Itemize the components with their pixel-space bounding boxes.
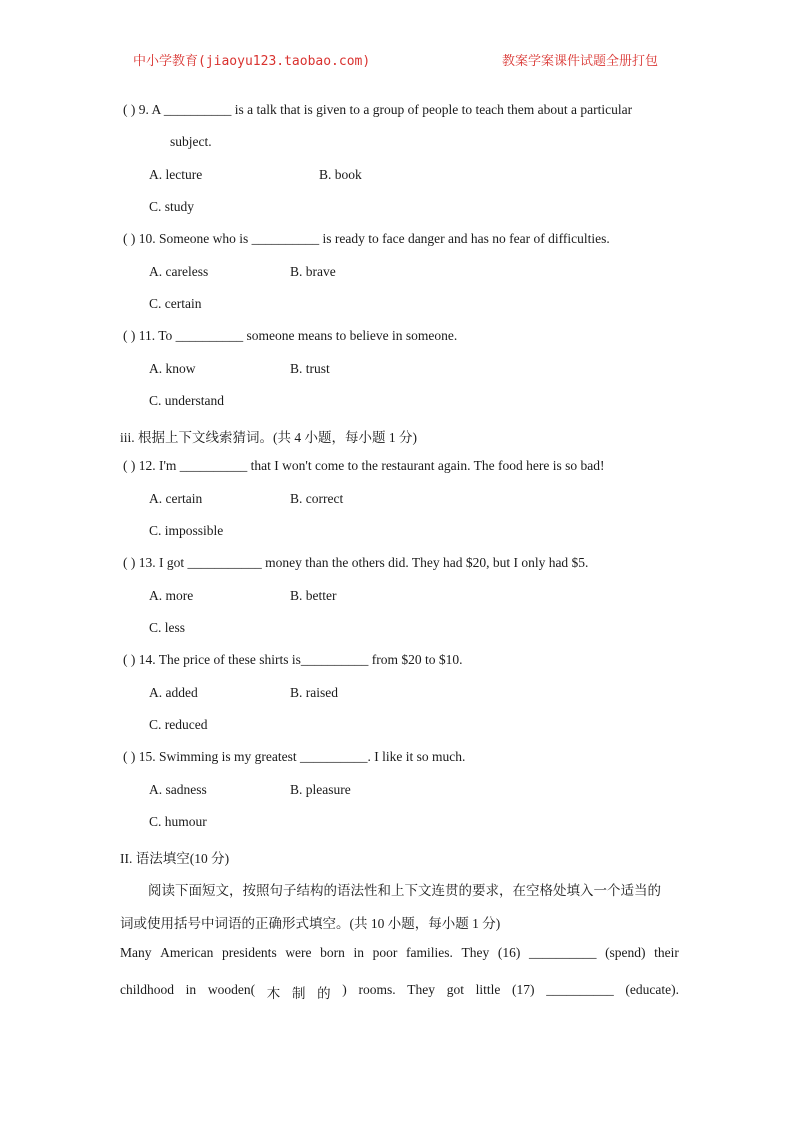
question-11-option-b: B. trust	[290, 361, 330, 376]
question-15-option-b: B. pleasure	[290, 782, 351, 797]
passage-word: (educate).	[625, 982, 679, 997]
question-14-option-b: B. raised	[290, 685, 338, 700]
question-15-stem: ( ) 15. Swimming is my greatest __________. I like it so much.	[123, 749, 466, 764]
question-12-option-a: A. certain	[149, 491, 203, 506]
question-13-stem: ( ) 13. I got ___________ money than the others did. They had $20, but I only had $5.	[123, 555, 589, 570]
question-13-option-b: B. better	[290, 588, 337, 603]
header-site-label: 中小学教育(jiaoyu123.taobao.com)	[133, 54, 371, 69]
passage-word: (spend)	[605, 945, 646, 960]
question-9-option-a: A. lecture	[149, 167, 203, 182]
passage-word: (17)	[512, 982, 535, 997]
question-15-option-a: A. sadness	[149, 782, 207, 797]
question-12-stem: ( ) 12. I'm __________ that I won't come to the restaurant again. The food here is so bad!	[123, 458, 605, 473]
passage-word: little	[475, 982, 501, 997]
question-15-option-c: C. humour	[149, 814, 207, 829]
passage-word: wooden(	[207, 982, 256, 997]
passage-word: 木	[266, 986, 281, 1001]
question-13-option-c: C. less	[149, 620, 186, 635]
passage-word: childhood	[120, 982, 174, 997]
passage-word: their	[654, 945, 679, 960]
question-9-option-b: B. book	[319, 167, 362, 182]
passage-word: (16)	[497, 945, 521, 960]
question-10-option-a: A. careless	[149, 264, 209, 279]
question-14-option-a: A. added	[149, 685, 198, 700]
passage-word: __________	[546, 982, 614, 997]
passage-word: presidents	[221, 945, 277, 960]
instructions-line-1: 阅读下面短文，按照句子结构的语法性和上下文连贯的要求，在空格处填入一个适当的	[148, 883, 661, 898]
passage-line-1	[120, 945, 679, 961]
question-11-stem: ( ) 11. To __________ someone means to believe in someone.	[123, 328, 458, 343]
passage-word: in	[185, 982, 197, 997]
question-14-stem: ( ) 14. The price of these shirts is__________ from $20 to $10.	[123, 652, 463, 667]
question-11-option-c: C. understand	[149, 393, 224, 408]
passage-line-2	[120, 982, 679, 1002]
passage-word: They	[407, 982, 436, 997]
section-iii-heading: iii. 根据上下文线索猜词。(共 4 小题，每小题 1 分)	[120, 430, 417, 445]
header-tagline: 教案学案课件试题全册打包	[502, 54, 659, 69]
passage-word: born	[320, 945, 345, 960]
question-12-option-b: B. correct	[290, 491, 344, 506]
passage-word: families.	[406, 945, 453, 960]
section-ii-heading: II. 语法填空(10 分)	[120, 851, 230, 866]
passage-word: American	[160, 945, 214, 960]
passage-word: They	[461, 945, 490, 960]
instructions-line-2: 词或使用括号中词语的正确形式填空。(共 10 小题，每小题 1 分)	[120, 916, 501, 931]
passage-word: poor	[372, 945, 398, 960]
question-10-option-c: C. certain	[149, 296, 202, 311]
question-9-stem-cont: subject.	[170, 134, 212, 149]
passage-word: Many	[120, 945, 152, 960]
passage-word: __________	[528, 945, 597, 960]
passage-word: were	[285, 945, 312, 960]
question-9-stem: ( ) 9. A __________ is a talk that is given to a group of people to teach them about a particular	[123, 102, 633, 117]
question-12-option-c: C. impossible	[149, 523, 224, 538]
passage-word: )	[342, 982, 347, 997]
passage-word: 制	[291, 986, 306, 1001]
question-11-option-a: A. know	[149, 361, 196, 376]
passage-word: 的	[317, 986, 331, 1001]
passage-word: rooms.	[358, 982, 396, 997]
question-10-stem: ( ) 10. Someone who is __________ is ready to face danger and has no fear of difficulties.	[123, 231, 610, 246]
question-13-option-a: A. more	[149, 588, 194, 603]
question-9-option-c: C. study	[149, 199, 195, 214]
question-14-option-c: C. reduced	[149, 717, 208, 732]
question-10-option-b: B. brave	[290, 264, 336, 279]
passage-word: got	[446, 982, 464, 997]
passage-word: in	[353, 945, 365, 960]
